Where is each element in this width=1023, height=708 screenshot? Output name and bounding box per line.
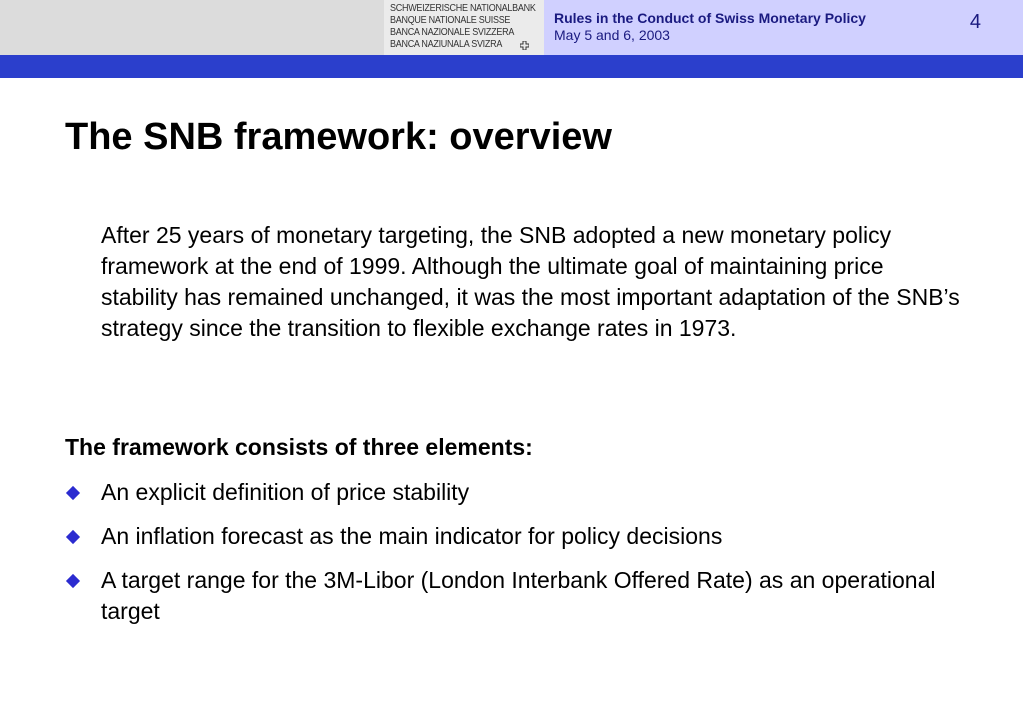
slide-header	[0, 0, 1023, 55]
swiss-cross-icon	[520, 41, 529, 50]
diamond-bullet-icon	[66, 486, 80, 500]
bank-name-de: SCHWEIZERISCHE NATIONALBANK	[390, 3, 536, 14]
talk-title: Rules in the Conduct of Swiss Monetary Policy	[554, 10, 866, 26]
slide-title: The SNB framework: overview	[65, 116, 612, 158]
talk-date: May 5 and 6, 2003	[554, 27, 670, 43]
intro-paragraph: After 25 years of monetary targeting, the SNB adopted a new monetary policy framework at the end of 1999. Although the ultimate goal of maintaining price stability has remained unchanged, it was the most important adaptation of the SNB’s strategy since the transition to flexible exchange rates in 1973.	[101, 222, 960, 341]
bank-name-it: BANCA NAZIONALE SVIZZERA	[390, 27, 515, 38]
accent-bar	[0, 55, 1023, 78]
bullet-text: A target range for the 3M-Libor (London Interbank Offered Rate) as an operational target	[101, 567, 936, 624]
diamond-bullet-icon	[66, 574, 80, 588]
diamond-bullet-icon	[66, 530, 80, 544]
bullet-text: An inflation forecast as the main indicator for policy decisions	[101, 523, 723, 549]
bank-name-rm: BANCA NAZIUNALA SVIZRA	[390, 39, 503, 50]
header-left-panel	[0, 0, 384, 55]
elements-heading: The framework consists of three elements:	[65, 434, 533, 460]
bullet-text: An explicit definition of price stability	[101, 479, 470, 505]
snb-logo	[384, 0, 544, 55]
bank-name-fr: BANQUE NATIONALE SUISSE	[390, 15, 511, 26]
page-number: 4	[969, 11, 981, 33]
talk-info-box	[544, 0, 1023, 55]
